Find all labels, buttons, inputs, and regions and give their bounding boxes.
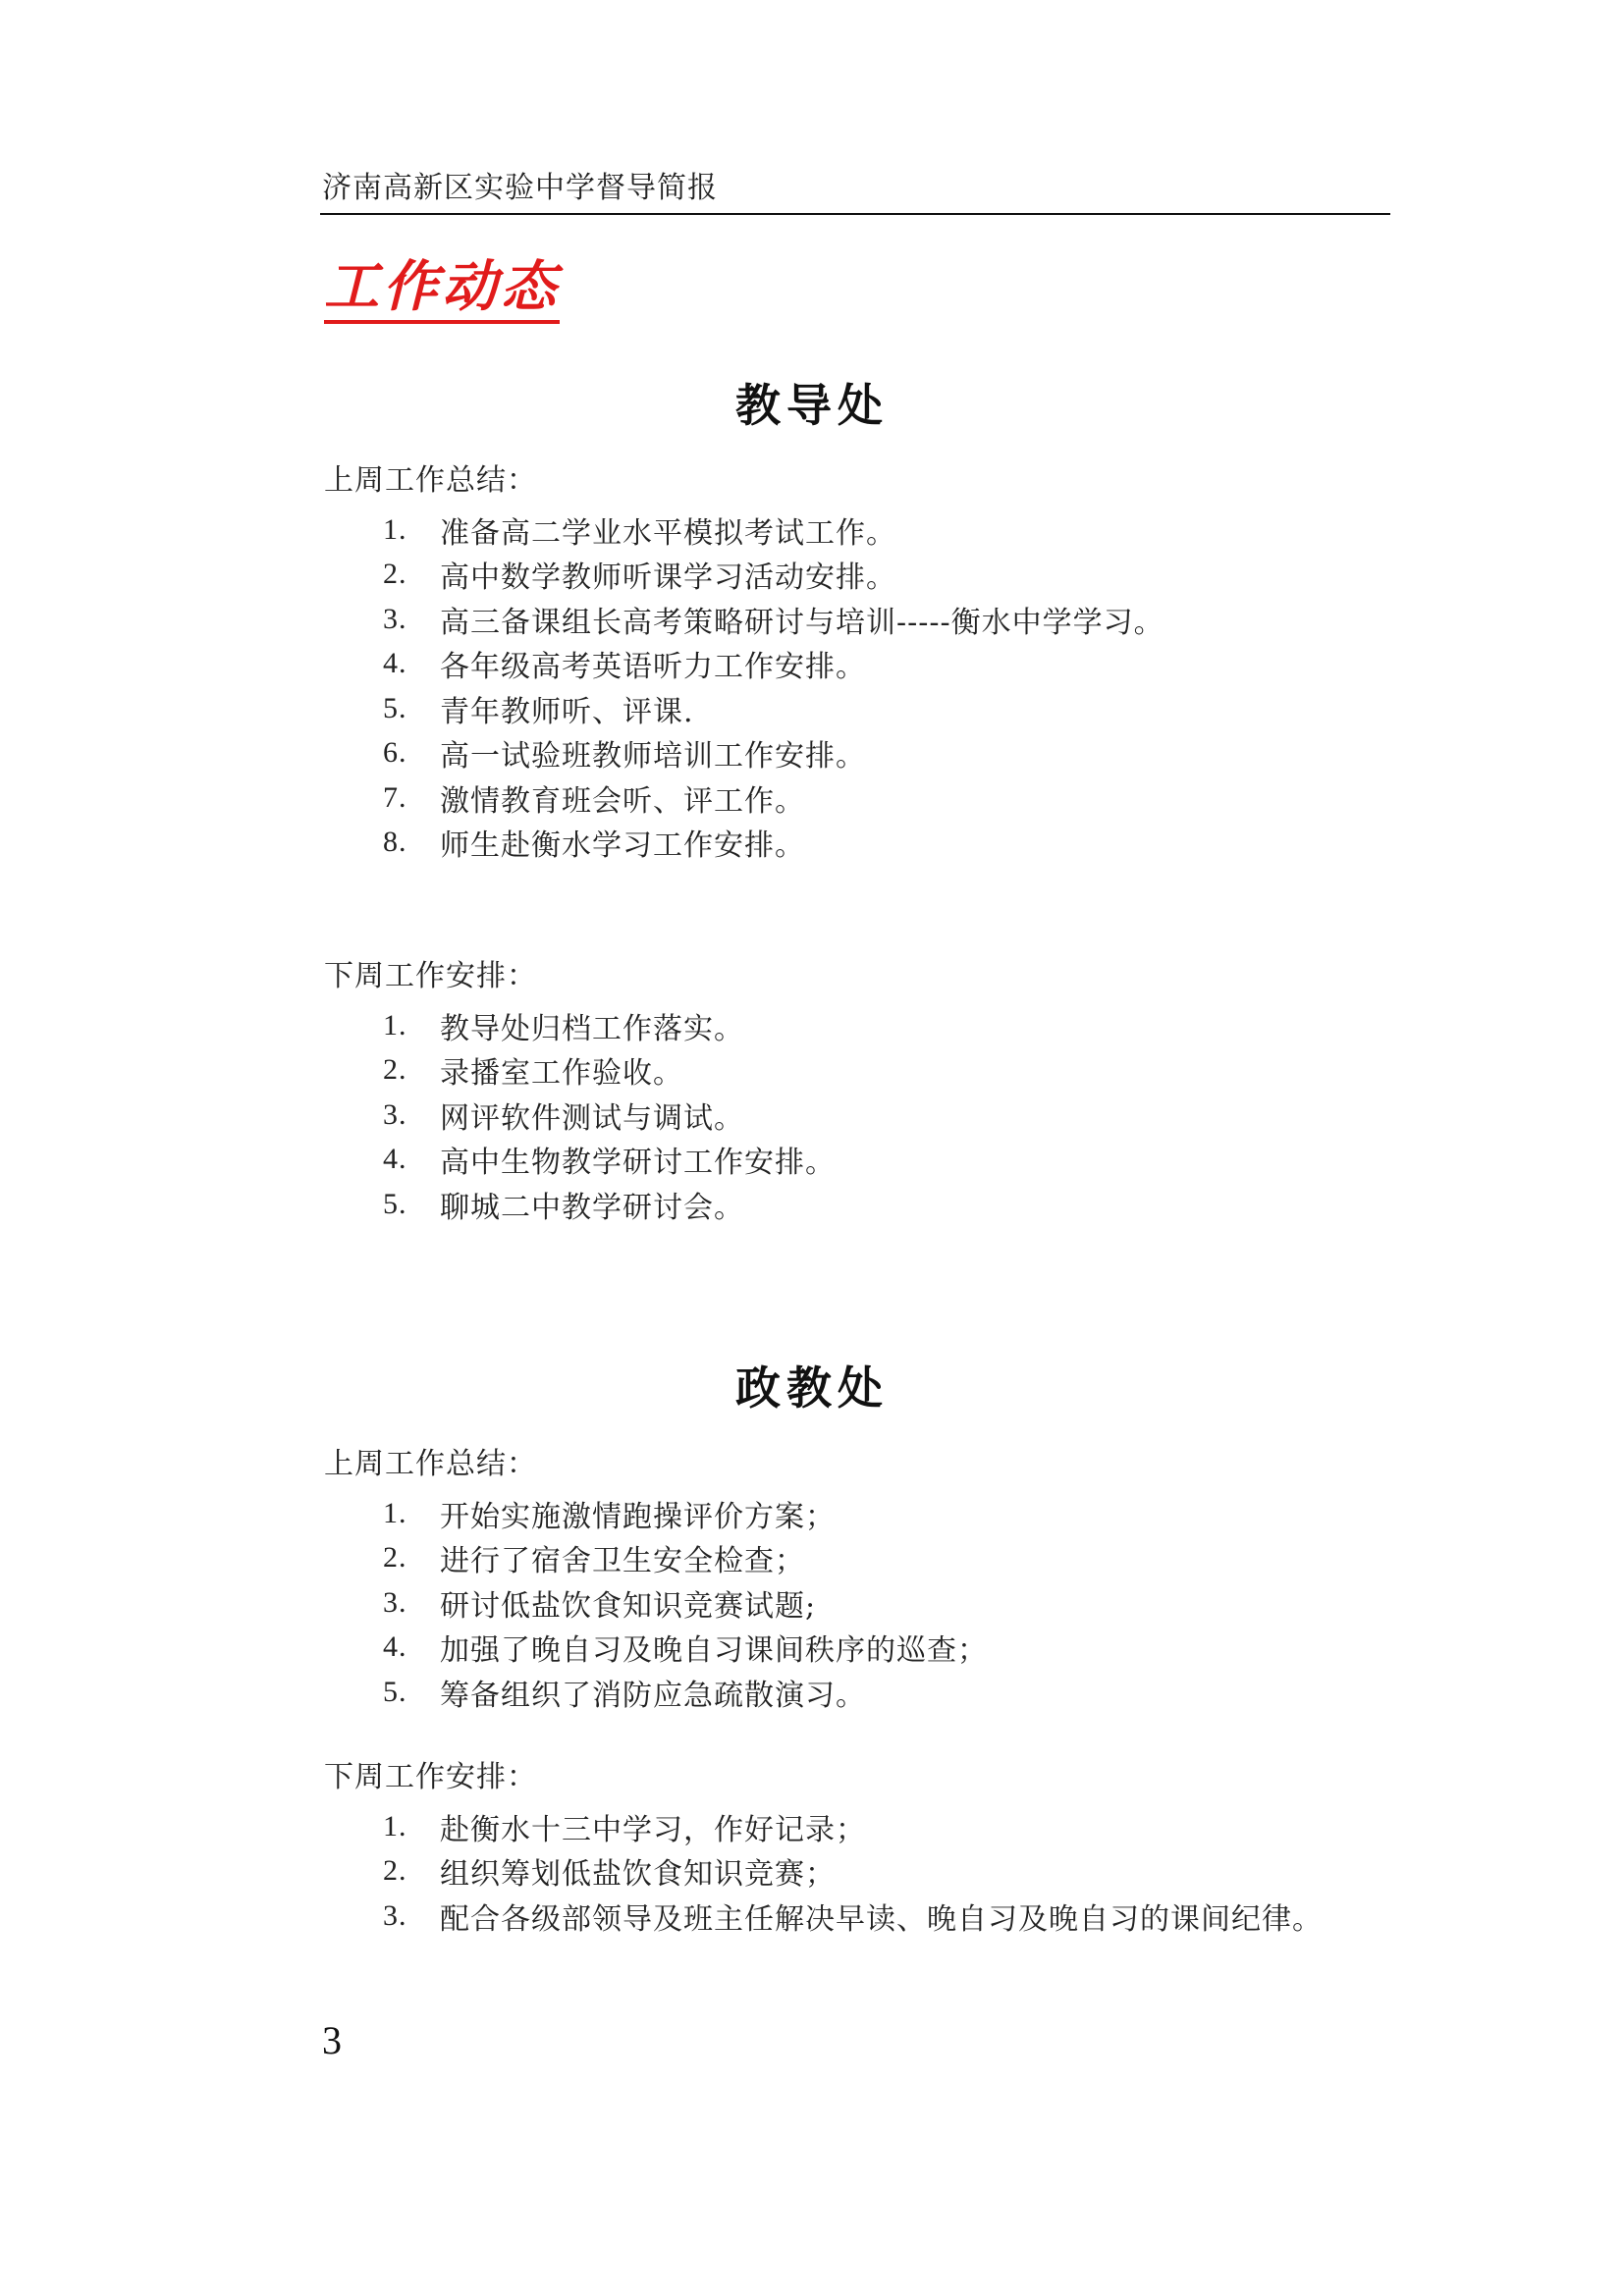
item-number: 2. — [383, 1053, 407, 1087]
item-number: 1. — [383, 1008, 407, 1041]
item-text: 进行了宿舍卫生安全检查； — [440, 1544, 805, 1579]
next-week-plan-label: 下周工作安排： — [324, 959, 537, 993]
item-number: 7. — [383, 780, 407, 814]
list-item — [383, 686, 1164, 731]
list-item — [383, 507, 1164, 553]
item-text: 开始实施激情跑操评价方案； — [440, 1499, 836, 1534]
list-item — [383, 642, 1164, 687]
item-number: 8. — [383, 826, 407, 859]
list-item — [383, 775, 1164, 821]
list-item — [383, 1491, 988, 1536]
next-week-plan-label: 下周工作安排： — [324, 1760, 537, 1794]
item-number: 4. — [383, 1630, 407, 1664]
list-item — [383, 1894, 1323, 1939]
item-text: 筹备组织了消防应急疏散演习。 — [440, 1678, 866, 1713]
list-item — [383, 1580, 988, 1626]
item-text: 师生赴衡水学习工作安排。 — [440, 828, 805, 864]
item-number: 1. — [383, 512, 407, 546]
item-number: 3. — [383, 1898, 407, 1932]
list-item — [383, 1804, 1323, 1849]
list-item — [383, 821, 1164, 866]
item-text: 各年级高考英语听力工作安排。 — [440, 650, 866, 685]
item-text: 准备高二学业水平模拟考试工作。 — [440, 515, 896, 551]
list-item — [383, 1670, 988, 1715]
list-item — [383, 1626, 988, 1671]
section-title-zhengjiaochu: 政教处 — [735, 1362, 889, 1415]
item-text: 高一试验班教师培训工作安排。 — [440, 739, 866, 774]
item-number: 5. — [383, 1675, 407, 1708]
list-item — [383, 1093, 836, 1138]
item-number: 5. — [383, 691, 407, 724]
item-text: 教导处归档工作落实。 — [440, 1011, 744, 1046]
item-text: 配合各级部领导及班主任解决早读、晚自习及晚自习的课间纪律。 — [440, 1901, 1323, 1937]
last-week-summary-label: 上周工作总结： — [324, 463, 537, 498]
list-item — [383, 553, 1164, 598]
item-text: 组织筹划低盐饮食知识竞赛； — [440, 1857, 836, 1893]
item-text: 研讨低盐饮食知识竞赛试题; — [440, 1588, 817, 1624]
item-text: 高中数学教师听课学习活动安排。 — [440, 561, 896, 596]
item-text: 激情教育班会听、评工作。 — [440, 783, 805, 819]
list-item — [383, 1536, 988, 1581]
item-text: 网评软件测试与调试。 — [440, 1100, 744, 1136]
item-number: 6. — [383, 736, 407, 770]
item-number: 3. — [383, 1585, 407, 1619]
list-item — [383, 1138, 836, 1183]
running-header: 济南高新区实验中学督导简报 — [322, 171, 718, 205]
last-week-summary-list — [383, 1491, 988, 1715]
item-number: 4. — [383, 1143, 407, 1176]
item-text: 高中生物教学研讨工作安排。 — [440, 1146, 836, 1181]
next-week-plan-list — [383, 1804, 1323, 1939]
list-item — [383, 1048, 836, 1094]
item-text: 高三备课组长高考策略研讨与培训-----衡水中学学习。 — [440, 605, 1164, 640]
list-item — [383, 731, 1164, 776]
item-text: 青年教师听、评课. — [440, 694, 694, 729]
item-number: 2. — [383, 1854, 407, 1888]
item-number: 3. — [383, 602, 407, 635]
item-number: 2. — [383, 558, 407, 591]
next-week-plan-list — [383, 1003, 836, 1227]
list-item — [383, 1182, 836, 1227]
last-week-summary-label: 上周工作总结： — [324, 1447, 537, 1481]
last-week-summary-list — [383, 507, 1164, 865]
banner-title: 工作动态 — [324, 257, 560, 324]
page-number: 3 — [322, 2018, 342, 2062]
item-number: 5. — [383, 1187, 407, 1220]
item-number: 3. — [383, 1097, 407, 1131]
header-rule — [320, 213, 1390, 215]
item-number: 2. — [383, 1541, 407, 1575]
item-number: 4. — [383, 647, 407, 680]
list-item — [383, 597, 1164, 642]
list-item — [383, 1003, 836, 1048]
item-text: 赴衡水十三中学习，作好记录； — [440, 1812, 866, 1847]
item-number: 1. — [383, 1809, 407, 1842]
item-text: 录播室工作验收。 — [440, 1056, 683, 1092]
item-number: 1. — [383, 1496, 407, 1529]
section-title-jiaodaochu: 教导处 — [735, 379, 889, 432]
item-text: 加强了晚自习及晚自习课间秩序的巡查； — [440, 1633, 988, 1669]
list-item — [383, 1849, 1323, 1895]
item-text: 聊城二中教学研讨会。 — [440, 1190, 744, 1225]
